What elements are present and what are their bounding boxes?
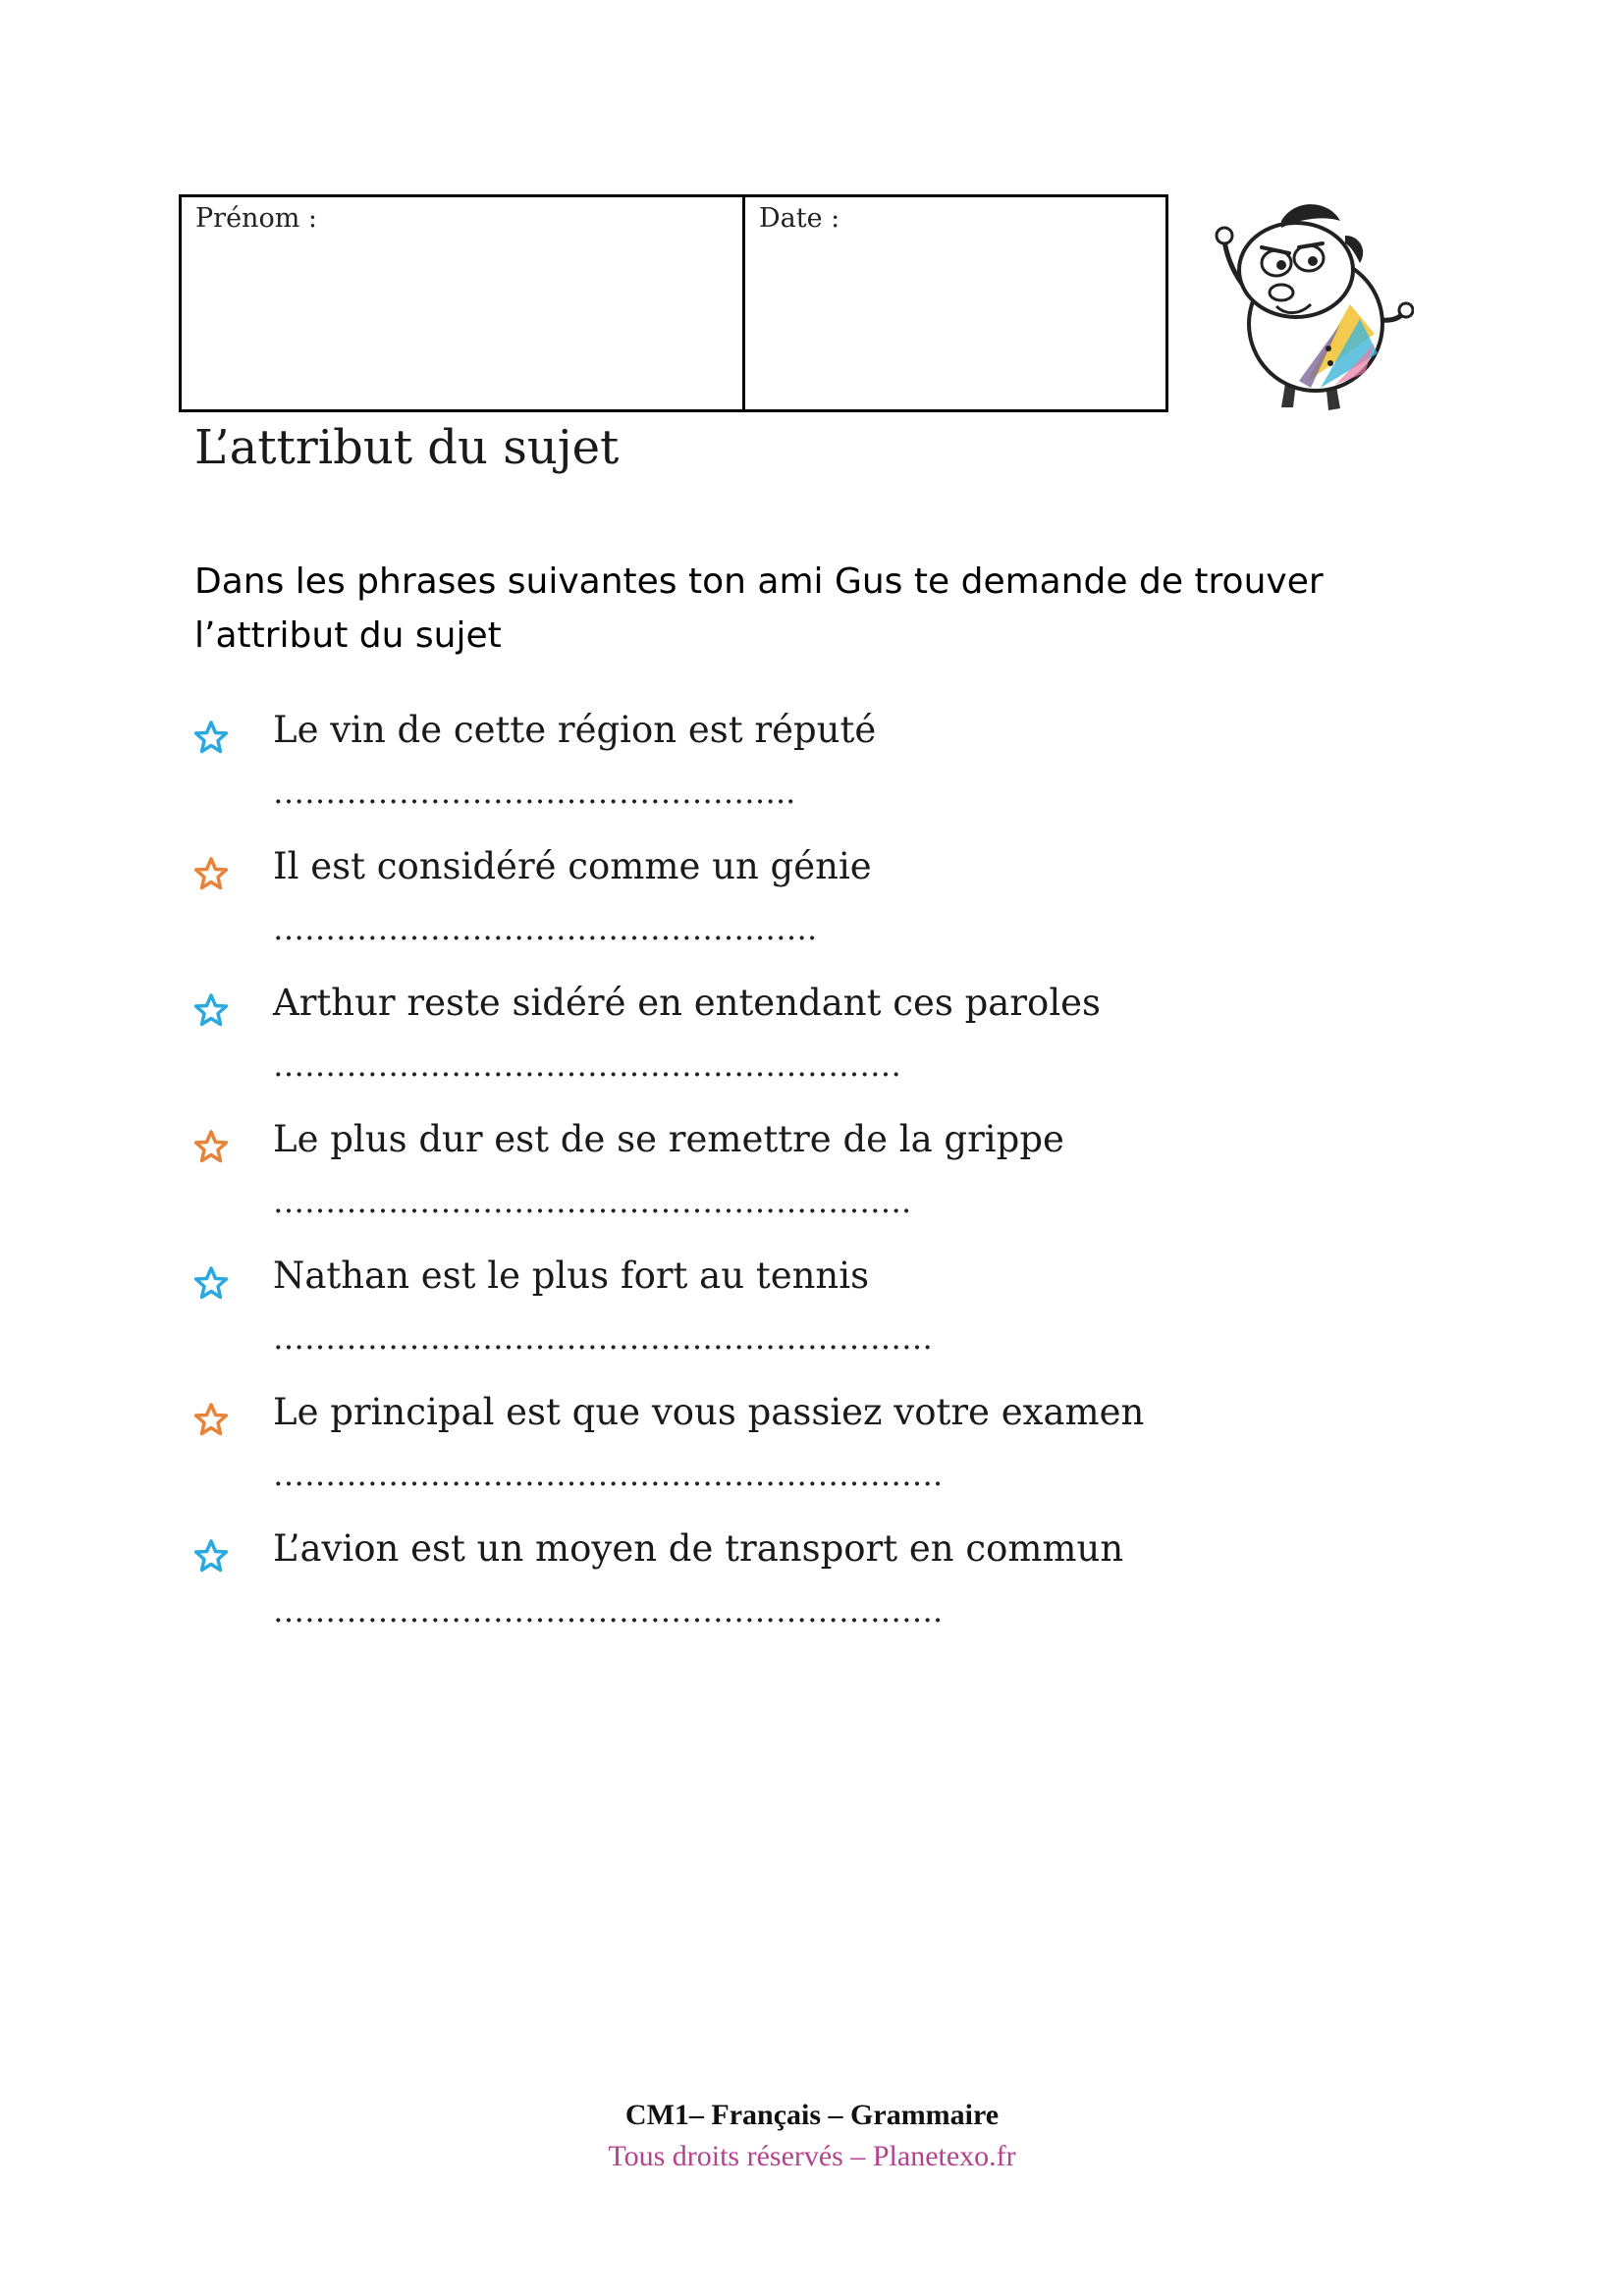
exercise-sentence: Arthur reste sidéré en entendant ces paroles — [273, 982, 1102, 1024]
worksheet-title: L’attribut du sujet — [194, 420, 620, 475]
exercise-sentence: L’avion est un moyen de transport en commun — [273, 1527, 1124, 1570]
exercise-sentence: Le plus dur est de se remettre de la grippe — [273, 1118, 1064, 1160]
answer-line[interactable]: ………………………………………….. — [273, 774, 796, 811]
exercise-sentence: Le vin de cette région est réputé — [273, 709, 877, 751]
date-field[interactable] — [745, 197, 1165, 409]
answer-line[interactable]: ………………………………………………………. — [273, 1456, 944, 1493]
exercise-sentence: Il est considéré comme un génie — [273, 845, 872, 887]
exercise-item — [194, 1527, 1422, 1664]
exercise-sentence: Le principal est que vous passiez votre examen — [273, 1391, 1145, 1433]
prenom-label: Prénom : — [195, 203, 317, 234]
exercise-sentence: Nathan est le plus fort au tennis — [273, 1255, 870, 1297]
footer-copyright: Tous droits réservés – Planetexo.fr — [608, 2140, 1016, 2172]
star-icon — [194, 993, 228, 1027]
answer-line[interactable]: ……………………………………………………… — [273, 1319, 933, 1357]
footer-course: CM1– Français – Grammaire — [624, 2099, 1000, 2131]
exercise-item — [194, 1118, 1422, 1255]
star-icon — [194, 721, 228, 754]
star-icon — [194, 1130, 228, 1163]
answer-line[interactable]: …………………………………………………… — [273, 1046, 901, 1084]
gus-mascot-illustration — [1203, 196, 1414, 417]
answer-line[interactable]: ……………………………………………. — [273, 910, 818, 947]
exercise-item — [194, 845, 1422, 982]
prenom-field[interactable] — [182, 197, 745, 409]
exercise-item — [194, 1255, 1422, 1391]
exercise-item — [194, 1391, 1422, 1527]
star-icon — [194, 1266, 228, 1300]
exercise-list — [194, 709, 1422, 1664]
exercise-item — [194, 709, 1422, 845]
date-label: Date : — [759, 203, 840, 234]
instruction-text: Dans les phrases suivantes ton ami Gus te demande de trouver l’attribut du sujet — [194, 561, 1324, 656]
exercise-item — [194, 982, 1422, 1118]
star-icon — [194, 857, 228, 890]
student-info-box — [179, 194, 1168, 412]
answer-line[interactable]: ………………………………………………………. — [273, 1592, 944, 1629]
star-icon — [194, 1539, 228, 1573]
answer-line[interactable]: ……………………………………………………. — [273, 1183, 912, 1220]
star-icon — [194, 1403, 228, 1436]
